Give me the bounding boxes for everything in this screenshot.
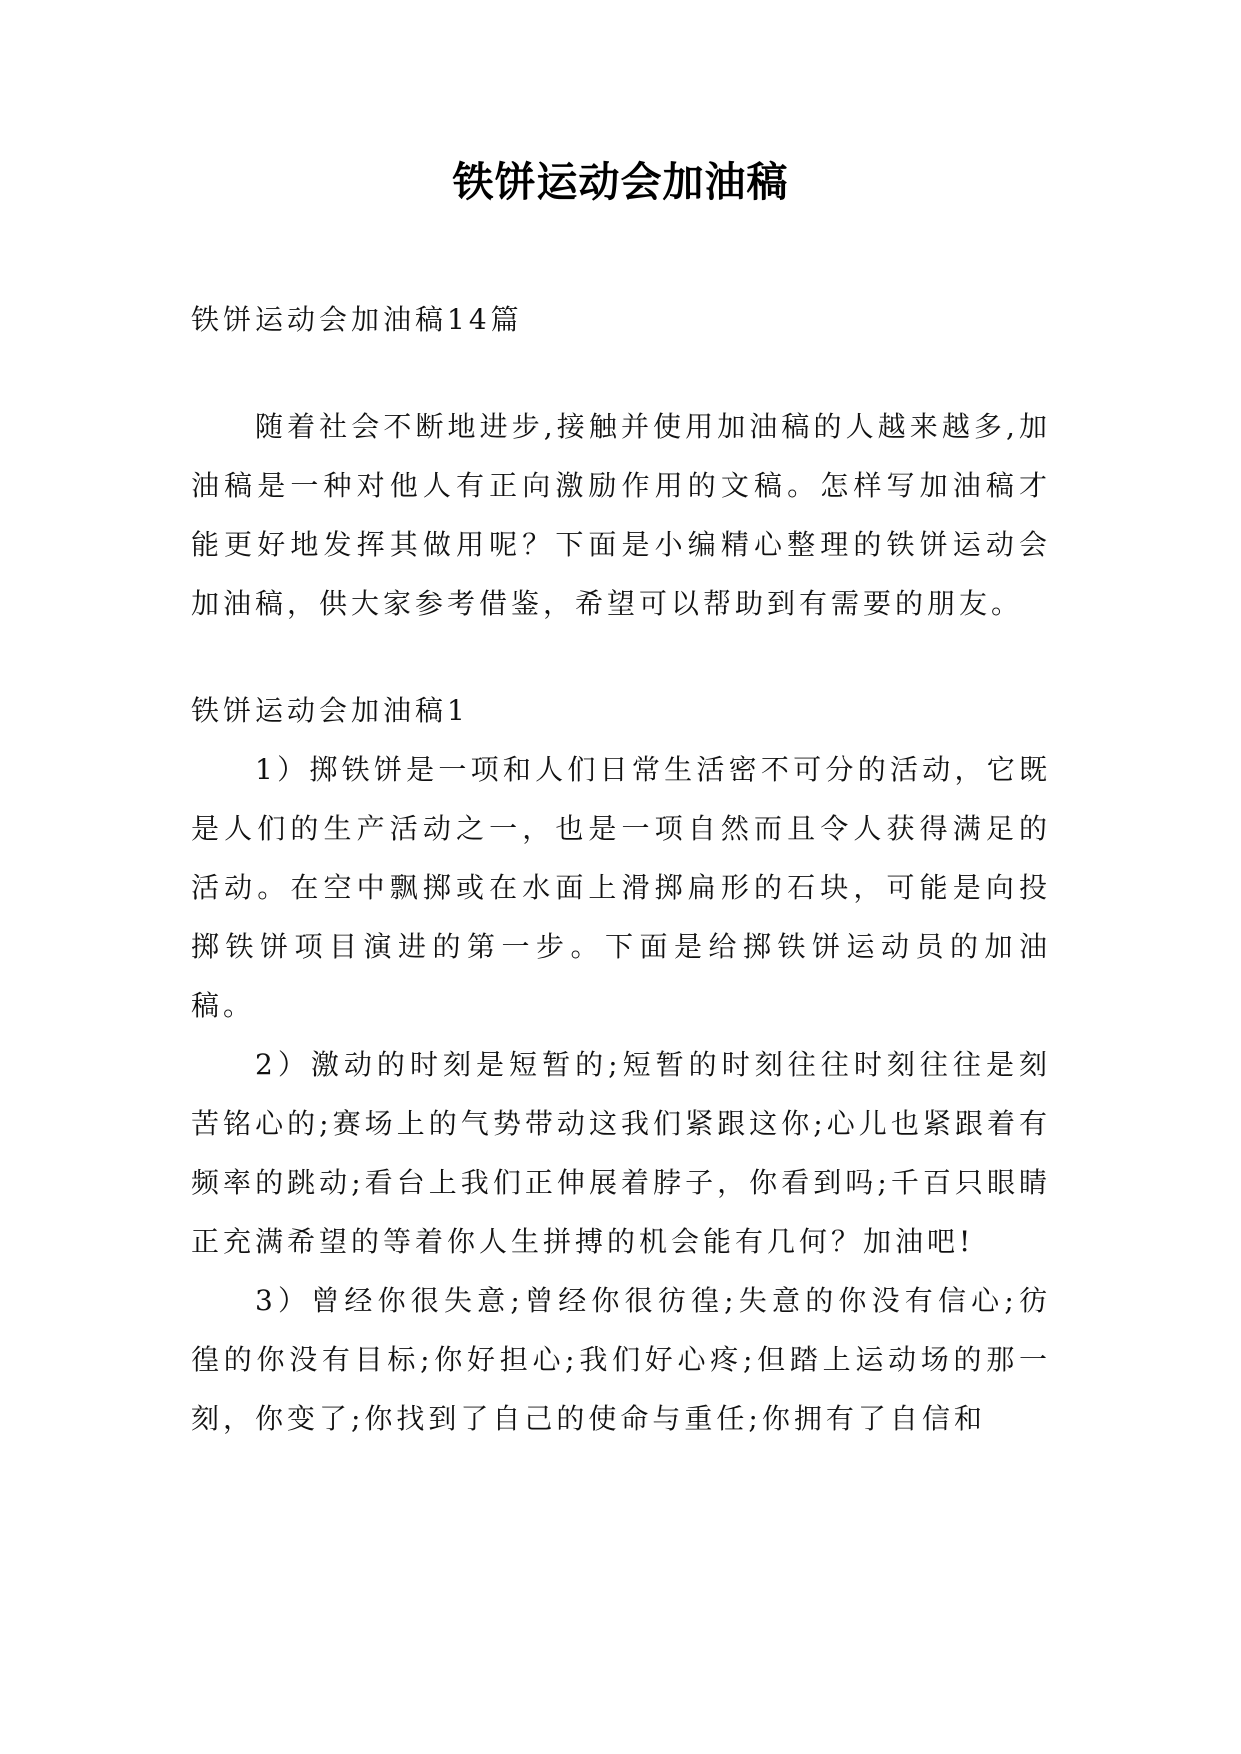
cheer-item-1: 1）掷铁饼是一项和人们日常生活密不可分的活动，它既是人们的生产活动之一，也是一项自然而且令人获得满足的活动。在空中飘掷或在水面上滑掷扁形的石块，可能是向投掷铁饼项目演进的第一步。下面是给掷铁饼运动员的加油稿。 <box>191 753 1051 1022</box>
cheer-item-3: 3）曾经你很失意;曾经你很彷徨;失意的你没有信心;彷徨的你没有目标;你好担心;我们好心疼;但踏上运动场的那一刻，你变了;你找到了自己的使命与重任;你拥有了自信和 <box>191 1284 1051 1435</box>
section-heading: 铁饼运动会加油稿1 <box>191 694 469 727</box>
intro-paragraph: 随着社会不断地进步,接触并使用加油稿的人越来越多,加油稿是一种对他人有正向激励作用的文稿。怎样写加油稿才能更好地发挥其做用呢？下面是小编精心整理的铁饼运动会加油稿，供大家参考借鉴，希望可以帮助到有需要的朋友。 <box>191 410 1051 620</box>
document-subtitle: 铁饼运动会加油稿14篇 <box>191 303 523 336</box>
document-body <box>191 290 1051 1448</box>
cheer-item-2: 2）激动的时刻是短暂的;短暂的时刻往往时刻往往是刻苦铭心的;赛场上的气势带动这我们紧跟这你;心儿也紧跟着有频率的跳动;看台上我们正伸展着脖子，你看到吗;千百只眼睛正充满希望的等着你人生拼搏的机会能有几何？加油吧! <box>191 1048 1051 1258</box>
document-title: 铁饼运动会加油稿 <box>452 158 789 206</box>
